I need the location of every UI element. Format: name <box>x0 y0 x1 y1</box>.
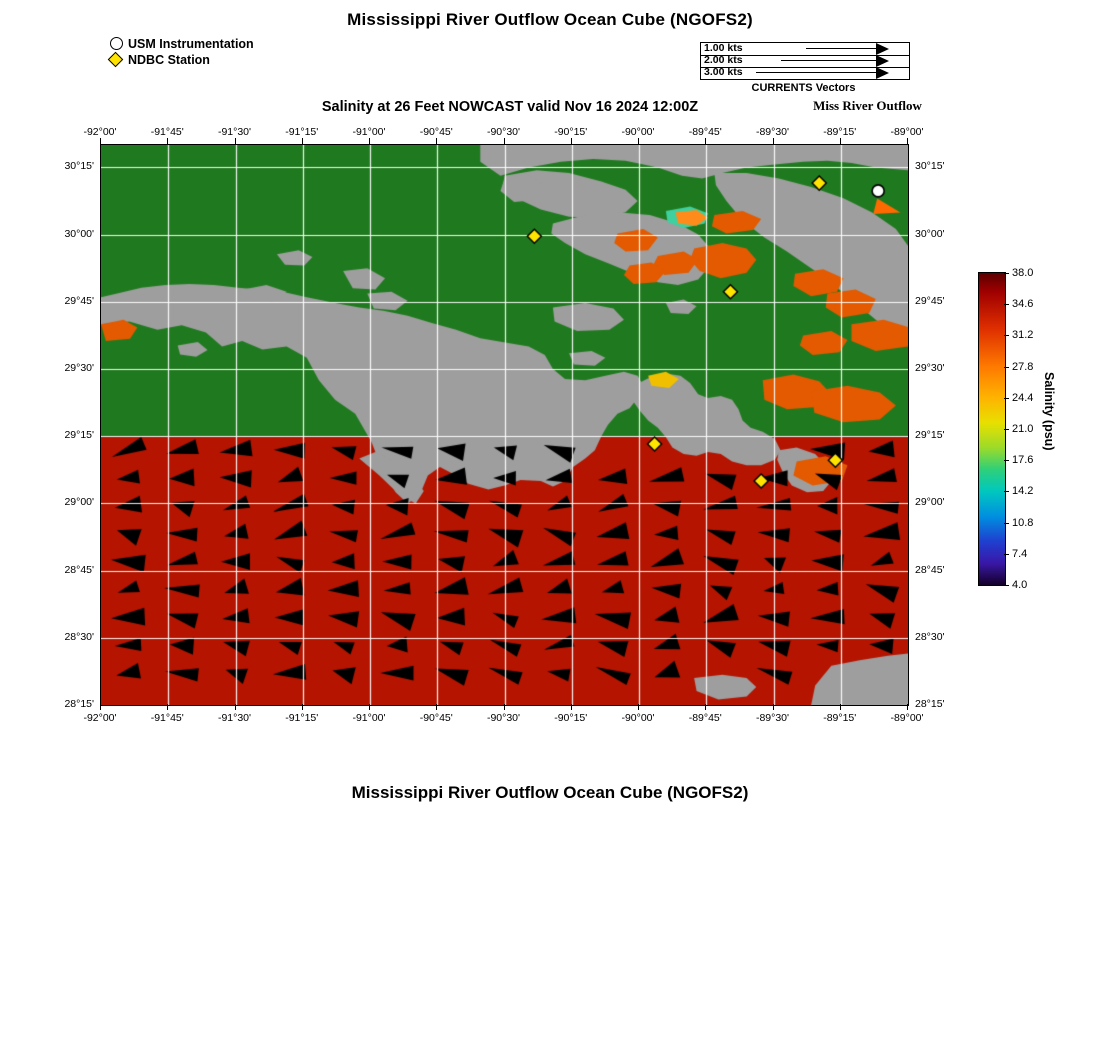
map-legend <box>108 36 254 68</box>
arrow-head-icon <box>876 67 889 79</box>
lon-tick-label: -90°00' <box>621 126 655 138</box>
lat-tick-label: 29°00' <box>64 496 94 509</box>
lat-tick-label: 30°00' <box>915 227 945 240</box>
diamond-marker-icon <box>108 52 126 67</box>
lon-tick-label: -89°30' <box>755 712 790 724</box>
salinity-map[interactable] <box>100 144 909 706</box>
colorbar-tick-label: 7.4 <box>1012 547 1028 560</box>
lat-tick-label: 30°00' <box>64 227 94 240</box>
arrow-head-icon <box>876 55 889 67</box>
lat-tick-label: 29°15' <box>64 429 94 442</box>
colorbar-tick-label: 4.0 <box>1012 579 1028 591</box>
lat-tick-label: 28°15' <box>64 698 94 710</box>
lon-tick-label: -90°15' <box>554 712 588 724</box>
lat-tick-label: 30°15' <box>64 160 94 173</box>
legend-item-label: NDBC Station <box>128 52 210 67</box>
colorbar-tick-label: 38.0 <box>1012 267 1034 279</box>
axis-tickmark <box>773 138 774 144</box>
axis-tickmark <box>436 704 437 710</box>
axis-tickmark <box>235 138 236 144</box>
axis-tickmark <box>100 704 101 710</box>
axis-tickmark <box>504 138 505 144</box>
lat-tick-label: 28°15' <box>915 698 945 710</box>
lon-tick-label: -92°00' <box>83 712 117 724</box>
colorbar-tick-label: 34.6 <box>1012 298 1034 311</box>
lat-tick-label: 29°45' <box>915 294 945 307</box>
footer-title: Mississippi River Outflow Ocean Cube (NGOFS2) <box>351 783 749 802</box>
axis-tickmark <box>773 704 774 710</box>
colorbar-tickmark <box>1004 585 1009 586</box>
axis-tickmark <box>302 138 303 144</box>
colorbar-tick-label: 14.2 <box>1012 485 1034 498</box>
lon-tick-label: -91°30' <box>217 126 252 138</box>
river-outflow-caption: Miss River Outflow <box>813 98 922 113</box>
arrow-line <box>781 60 876 61</box>
axis-tickmark <box>907 704 908 710</box>
colorbar-tick-label: 24.4 <box>1012 391 1034 404</box>
axis-tickmark <box>705 138 706 144</box>
lat-tick-label: 29°30' <box>915 361 945 374</box>
arrow-line <box>806 48 876 49</box>
colorbar-tickmark <box>1004 367 1009 368</box>
lon-tick-label: -91°15' <box>285 712 319 724</box>
currents-scale-row <box>701 67 909 79</box>
axis-tickmark <box>436 138 437 144</box>
map-raster <box>101 145 908 705</box>
lon-tick-label: -90°00' <box>621 712 655 724</box>
lon-tick-label: -89°15' <box>823 712 857 724</box>
lon-tick-label: -91°30' <box>217 712 252 724</box>
lon-tick-label: -91°45' <box>150 712 184 724</box>
colorbar-tick-label: 10.8 <box>1012 516 1034 529</box>
axis-tickmark <box>840 704 841 710</box>
lon-tick-label: -90°30' <box>486 712 521 724</box>
legend-item-ndbc <box>108 52 254 67</box>
colorbar-tick-label: 27.8 <box>1012 360 1034 373</box>
page-title: Mississippi River Outflow Ocean Cube (NGOFS2) <box>347 10 753 29</box>
colorbar-tickmark <box>1004 491 1009 492</box>
colorbar-gradient <box>978 272 1006 586</box>
arrow-line <box>756 72 876 73</box>
lat-tick-label: 28°45' <box>64 563 94 576</box>
lat-tick-label: 28°30' <box>64 630 94 643</box>
axis-tickmark <box>638 138 639 144</box>
lon-tick-label: -90°45' <box>419 126 453 138</box>
colorbar-tickmark <box>1004 304 1009 305</box>
axis-tickmark <box>235 704 236 710</box>
currents-scale-label: 3.00 kts <box>704 66 743 78</box>
arrow-head-icon <box>876 43 889 55</box>
colorbar-tickmark <box>1004 335 1009 336</box>
axis-tickmark <box>167 704 168 710</box>
lon-tick-label: -89°00' <box>890 126 924 138</box>
lon-tick-label: -90°15' <box>554 126 588 138</box>
colorbar-tickmark <box>1004 554 1009 555</box>
lat-tick-label: 28°45' <box>915 563 945 576</box>
lon-tick-label: -89°00' <box>890 712 924 724</box>
legend-item-label: USM Instrumentation <box>128 36 254 51</box>
lat-tick-label: 29°45' <box>64 294 94 307</box>
axis-tickmark <box>167 138 168 144</box>
lon-tick-label: -90°45' <box>419 712 453 724</box>
colorbar-tick-label: 21.0 <box>1012 423 1034 435</box>
axis-tickmark <box>638 704 639 710</box>
legend-item-usm <box>108 36 254 51</box>
axis-tickmark <box>100 138 101 144</box>
colorbar-title: Salinity (psu) <box>1042 372 1056 451</box>
axis-tickmark <box>302 704 303 710</box>
circle-marker-icon <box>108 36 126 51</box>
colorbar-tickmark <box>1004 273 1009 274</box>
lon-tick-label: -92°00' <box>83 126 117 138</box>
colorbar-tickmark <box>1004 398 1009 399</box>
lon-tick-label: -89°15' <box>823 126 857 138</box>
axis-tickmark <box>571 138 572 144</box>
colorbar-tickmark <box>1004 523 1009 524</box>
lat-tick-label: 29°00' <box>915 496 945 509</box>
lon-tick-label: -91°00' <box>352 712 386 724</box>
currents-scale-label: 2.00 kts <box>704 54 743 66</box>
axis-tickmark <box>504 704 505 710</box>
lon-tick-label: -89°45' <box>688 126 722 138</box>
lat-tick-label: 28°30' <box>915 630 945 643</box>
lat-tick-label: 30°15' <box>915 160 945 173</box>
currents-scale-label: 1.00 kts <box>704 42 743 54</box>
lon-tick-label: -89°30' <box>755 126 790 138</box>
colorbar-tick-label: 31.2 <box>1012 329 1034 342</box>
colorbar-tick-label: 17.6 <box>1012 454 1034 467</box>
lat-tick-label: 29°30' <box>64 361 94 374</box>
axis-tickmark <box>571 704 572 710</box>
lon-tick-label: -91°00' <box>352 126 386 138</box>
colorbar-tickmark <box>1004 429 1009 430</box>
currents-scale-box <box>700 42 910 80</box>
axis-tickmark <box>369 704 370 710</box>
axis-tickmark <box>705 704 706 710</box>
map-subtitle: Salinity at 26 Feet NOWCAST valid Nov 16 2024 12:00Z <box>321 99 699 115</box>
axis-tickmark <box>907 138 908 144</box>
lon-tick-label: -89°45' <box>688 712 722 724</box>
currents-vectors-caption: CURRENTS Vectors <box>751 82 856 94</box>
lon-tick-label: -91°45' <box>150 126 184 138</box>
axis-tickmark <box>369 138 370 144</box>
lon-tick-label: -91°15' <box>285 126 319 138</box>
lat-tick-label: 29°15' <box>915 429 945 442</box>
lon-tick-label: -90°30' <box>486 126 521 138</box>
colorbar-tickmark <box>1004 460 1009 461</box>
axis-tickmark <box>840 138 841 144</box>
